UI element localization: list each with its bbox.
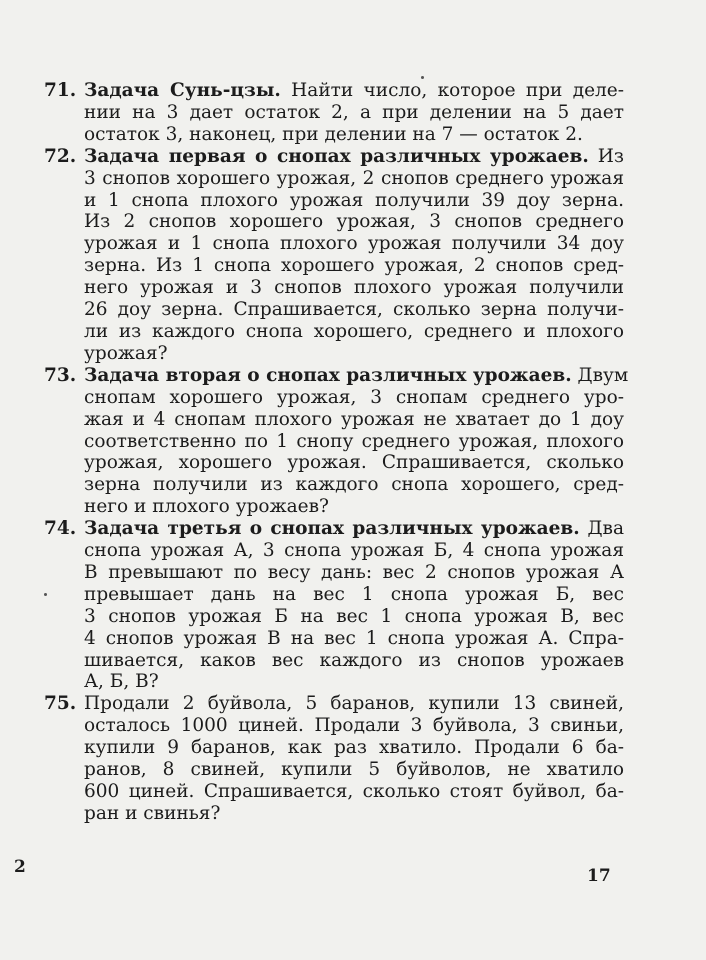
problem-71 [44, 80, 624, 146]
problem-number: 73. [44, 364, 77, 386]
problem-text-line: Найти число, которое при деле- [280, 80, 624, 101]
problem-text-line: и 1 снопа плохого урожая получили 39 доу зерна. [84, 189, 624, 211]
problem-text-line: Продали 2 буйвола, 5 баранов, купили 13 свиней, [84, 693, 624, 715]
page-number: 17 [587, 866, 611, 886]
problem-text-line: жая и 4 снопам плохого урожая не хватает до 1 доу [84, 408, 624, 430]
problem-74 [44, 518, 624, 693]
problem-text-line: 600 циней. Спрашивается, сколько стоят буйвол, ба- [84, 781, 624, 802]
margin-mark: 2 [14, 857, 26, 877]
problem-text-line: остаток 3, наконец, при делении на 7 — остаток 2. [84, 123, 583, 145]
problem-text-line: А, Б, В? [84, 671, 159, 693]
problem-text-line: снопам хорошего урожая, 3 снопам среднего уро- [84, 386, 624, 408]
problem-text-line: Двум [571, 364, 629, 386]
problem-73 [44, 364, 629, 518]
problem-title: Задача первая о снопах различных урожаев. [84, 145, 589, 167]
problem-text-line: урожая, хорошего урожая. Спрашивается, сколько [84, 452, 624, 474]
problem-72 [44, 146, 624, 365]
problem-text-line: урожая и 1 снопа плохого урожая получили 34 доу [84, 233, 624, 255]
problem-title: Задача Сунь-цзы. [84, 80, 281, 101]
problem-text-line: 3 снопов хорошего урожая, 2 снопов среднего урожая [84, 167, 624, 189]
problem-text-line: купили 9 баранов, как раз хватило. Продали 6 ба- [84, 737, 624, 759]
problem-text-line: ранов, 8 свиней, купили 5 буйволов, не хватило [84, 759, 624, 781]
problem-number: 74. [44, 518, 77, 540]
problem-text-line: В превышают по весу дань: вес 2 снопов урожая А [84, 561, 624, 583]
problem-text-line: 4 снопов урожая В на вес 1 снопа урожая А. Спра- [84, 627, 624, 649]
problem-text-line: превышает дань на вес 1 снопа урожая Б, вес [84, 583, 624, 605]
problem-text-line: ли из каждого снопа хорошего, среднего и плохого [84, 320, 624, 342]
problem-text-line: нии на 3 дает остаток 2, а при делении на 5 дает [84, 101, 624, 123]
print-speck [44, 593, 47, 596]
problem-title: Задача вторая о снопах различных урожаев. [84, 364, 572, 386]
problem-text-line: ран и свинья? [84, 802, 221, 824]
problem-text-line: Из [588, 145, 624, 167]
problem-text-line: урожая? [84, 342, 168, 364]
problem-list [44, 80, 629, 825]
problem-text-line: него урожая и 3 снопов плохого урожая получили [84, 277, 624, 299]
problem-text-line: Из 2 снопов хорошего урожая, 3 снопов среднего [84, 211, 624, 233]
problem-number: 71. [44, 80, 77, 101]
problem-75 [44, 693, 624, 824]
problem-text-line: снопа урожая А, 3 снопа урожая Б, 4 снопа урожая [84, 540, 624, 562]
print-speck [421, 76, 424, 79]
problem-text-line: зерна. Из 1 снопа хорошего урожая, 2 снопов сред- [84, 255, 624, 277]
problem-text-line: соответственно по 1 снопу среднего урожая, плохого [84, 430, 624, 452]
problem-text-line: осталось 1000 циней. Продали 3 буйвола, 3 свиньи, [84, 715, 624, 737]
problem-text-line: 3 снопов урожая Б на вес 1 снопа урожая В, вес [84, 605, 624, 627]
problem-text-line: Два [579, 518, 624, 540]
problem-text-line: него и плохого урожаев? [84, 496, 329, 518]
problem-text-line: зерна получили из каждого снопа хорошего, сред- [84, 474, 624, 496]
problem-text-line: 26 доу зерна. Спрашивается, сколько зерна получи- [84, 299, 624, 321]
problem-text-line: шивается, каков вес каждого из снопов урожаев [84, 649, 624, 671]
problem-number: 72. [44, 145, 77, 167]
problem-number: 75. [44, 693, 77, 715]
problem-title: Задача третья о снопах различных урожаев. [84, 518, 580, 540]
